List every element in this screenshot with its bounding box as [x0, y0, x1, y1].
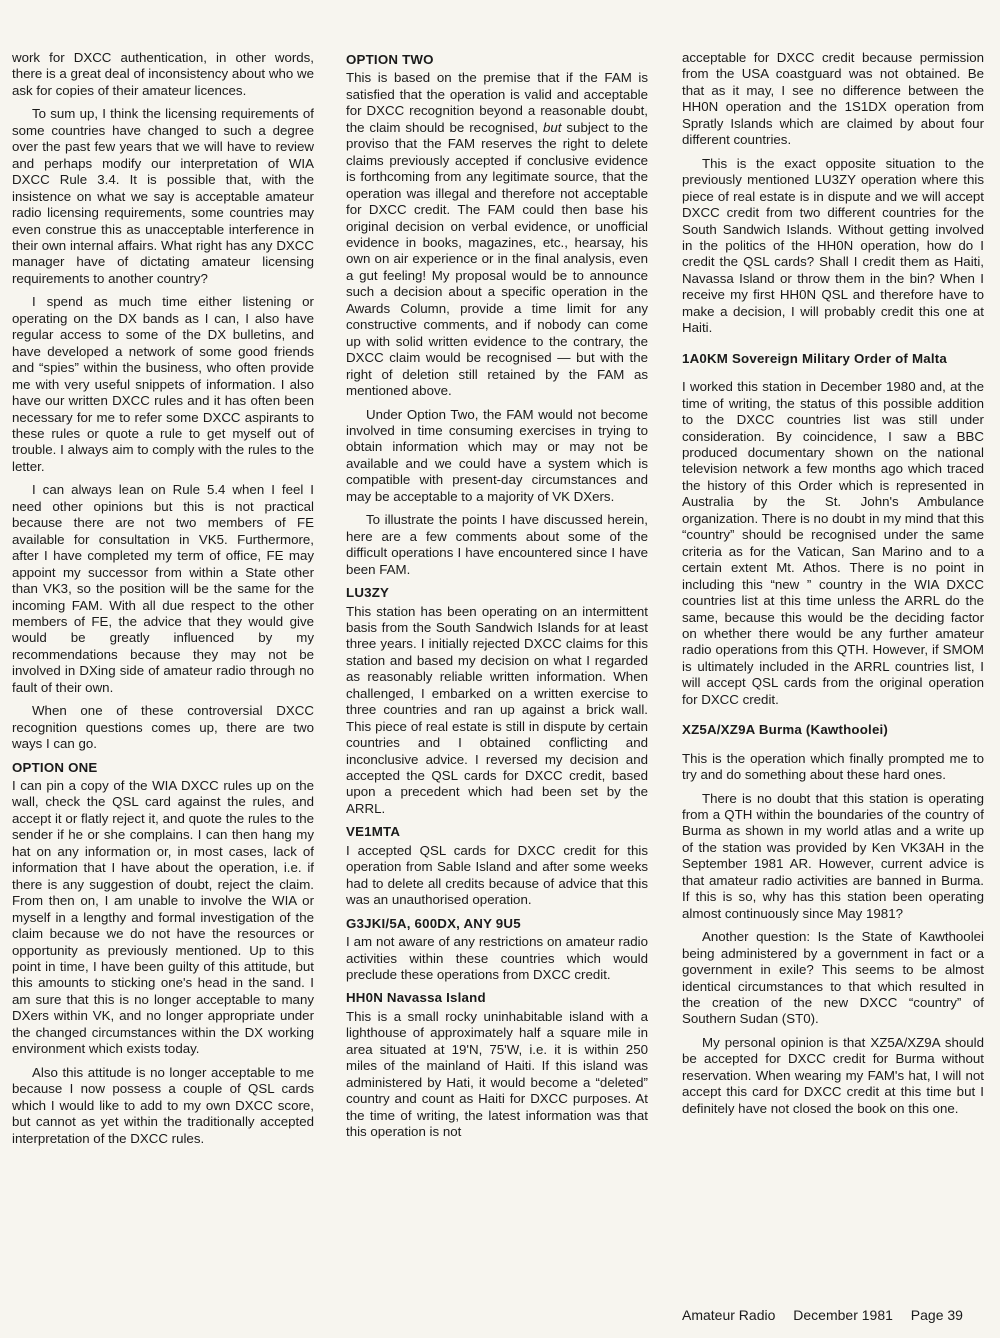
text-run: subject to the proviso that the FAM reserves the right to delete claims previously accepted if conclusive evidence is forthcoming from any legitimate source, that the operation was illegal and therefore not acceptable for DXCC credit. The FAM could then base his original decision on verbal evidence, or unofficial evidence in books, magazines, etc., hearsay, his own on air experience or in the final analysis, even a gut feeling! My proposal would be to announce such a decision about a specific operation in the Awards Column, provide a time limit for any constructive comments, and if nobody can come up with solid written evidence to the contrary, the DXCC claim would be recognised — but with the right of deletion still retained by the FAM as mentioned above. [346, 119, 648, 399]
paragraph [346, 70, 648, 399]
page-footer [682, 1306, 988, 1324]
issue-date: December 1981 [793, 1307, 893, 1323]
paragraph: My personal opinion is that XZ5A/XZ9A should be accepted for DXCC credit for Burma without reservation. When wearing my FAM's hat, I will not accept this card for DXCC credit at this time but I definitely have not closed the book on this one. [682, 1034, 984, 1116]
paragraph: Under Option Two, the FAM would not become involved in time consuming exercises in trying to obtain information which may or may not be available and we could have a system which is compatible with present-day circumstances and may be acceptable to a majority of VK DXers. [346, 406, 648, 504]
section-heading-option-two: OPTION TWO [346, 52, 434, 67]
paragraph: acceptable for DXCC credit because permission from the USA coastguard was not obtained. Be that as it may, I see no difference between the HH0N operation and the 1S1DX operation from Spratly Islands which are claimed by about four different countries. [682, 50, 984, 148]
column-3 [682, 50, 984, 1124]
paragraph: This station has been operating on an intermittent basis from the South Sandwich Islands for at least three years. I initially rejected DXCC claims for this station and based my decision on what I regarded as reasonably reliable written information. When challenged, I embarked on a written exercise to three countries and ran up against a brick wall. This piece of real estate is still in dispute by certain countries and I obtained conflicting and inconclusive advice. I reversed my decision and accepted the QSL cards for DXCC credit, based upon a precedent which had been set by the ARRL. [346, 603, 648, 816]
paragraph: To illustrate the points I have discussed herein, here are a few comments about some of the difficult operations I have encountered since I have been FAM. [346, 512, 648, 577]
paragraph: This is a small rocky uninhabitable island with a lighthouse of approximately half a square mile in area situated at 19'N, 75'W, i.e. it is within 250 miles of the mainland of Haiti. If this island was administered by Hati, it would become a “deleted” country and count as Haiti for DXCC purposes. At the time of writing, the latest information was that this operation is not [346, 1008, 648, 1140]
paragraph: I can pin a copy of the WIA DXCC rules up on the wall, check the QSL card against the rules, and accept it or flatly reject it, and quote the rules to the sender if he or she complains. I can then hang my hat on any information or, in most cases, lack of information that I have about the operation, i.e. if there is any suggestion of doubt, reject the claim. From then on, I am unable to involve the WIA or myself in a lengthy and formal investigation of the claim because we do not have the resources or opportunity as previously mentioned. Up to this point in time, I have been guilty of this attitude, but this amounts to sticking one's head in the sand. I am sure that this is no longer acceptable to many DXers within VK, and no longer appropriate under the changed circumstances within the DX working environment which exists today. [12, 778, 314, 1057]
column-1 [12, 50, 314, 1154]
column-2 [346, 50, 648, 1148]
paragraph: I accepted QSL cards for DXCC credit for this operation from Sable Island and after some weeks had to delete all credits because of advice that this was an unauthorised operation. [346, 842, 648, 908]
paragraph: This is the exact opposite situation to the previously mentioned LU3ZY operation where this piece of real estate is in dispute and we will accept DXCC credit from two different countries for the South Sandwich Islands. Without getting involved in the politics of the HH0N operation, how do I credit the QSL cards? Shall I credit them as Haiti, Navassa Island or throw them in the bin? When I receive my first HH0N QSL and therefore have to make a decision, I will probably credit this one at Haiti. [682, 155, 984, 336]
section-heading-1a0km: 1A0KM Sovereign Military Order of Malta [682, 350, 947, 366]
paragraph: I worked this station in December 1980 and, at the time of writing, the status of this possible addition to the DXCC countries list was still under consideration. By coincidence, I saw a BBC produced documentary shown on the national television network a few months ago which traced the history of this Order which is represented in Australia by the St. John's Ambulance organization. There is no doubt in my mind that this “country” should be recognised under the same criteria as for the Vatican, San Marino and to a certain extent Mt. Athos. There is no point in including this “new ” country in the WIA DXCC countries list at this time unless the ARRL do the same, because this would be the deciding factor on whether there would be any further amateur radio operations from this QTH. However, if SMOM is ultimately included in the ARRL countries list, I will accept QSL cards from the original operation for DXCC credit. [682, 379, 984, 707]
paragraph: To sum up, I think the licensing requirements of some countries have changed to such a degree over the past few years that we will have to review and perhaps modify our interpretation of WIA DXCC Rule 3.4. It is possible that, with the insistence on what we say is acceptable amateur radio licensing requirements, some countries may even construe this as unacceptable interference in their own internal affairs. What right has any DXCC manager have of dictating amateur licensing requirements to another country? [12, 106, 314, 286]
section-heading-lu3zy: LU3ZY [346, 585, 390, 601]
paragraph: Another question: Is the State of Kawthoolei being administered by a government in fact or a government in exile? This seems to be almost identical circumstances to that which resulted in the creation of the new DXCC “country” of Southern Sudan (ST0). [682, 929, 984, 1027]
section-heading-option-one: OPTION ONE [12, 759, 98, 775]
paragraph: I can always lean on Rule 5.4 when I feel I need other opinions but this is not practical because there are not two members of FE available for consultation in VK5. Furthermore, after I have completed my term of office, FE may appoint my successor from within a State other than VK3, so the position will be the same for the incoming FAM. With all due respect to the other members of FE, the advice that they would give would be greatly influenced by my recommendations because they may not be involved in DXing side of amateur radio through no fault of their own. [12, 482, 314, 695]
section-heading-hh0n: HH0N Navassa Island [346, 990, 486, 1006]
paragraph: I am not aware of any restrictions on amateur radio activities within these countries which would preclude these operations from DXCC credit. [346, 934, 648, 983]
section-heading-ve1mta: VE1MTA [346, 824, 401, 840]
paragraph: This is the operation which finally prompted me to try and do something about these hard ones. [682, 750, 984, 783]
emphasis-text: but [542, 119, 562, 135]
paragraph: I spend as much time either listening or operating on the DX bands as I can, I also have regular access to some of the DX bulletins, and have developed a network of some good friends and “spies” within the business, who often provide me with very useful snippets of information. I also have our written DXCC rules and it has often been necessary for me to refer some DXCC aspirants to these rules or quote a rule to get myself out of trouble. I always aim to comply with the rules to the letter. [12, 294, 314, 474]
section-heading-xz5a: XZ5A/XZ9A Burma (Kawthoolei) [682, 722, 889, 738]
text-run: This is based on the premise that if the FAM is satisfied that the operation is valid and acceptable for DXCC recognition beyond a reasonable doubt, the claim should be recognised, [346, 70, 648, 135]
paragraph: Also this attitude is no longer acceptable to me because I now possess a couple of QSL cards which I would like to add to my own DXCC score, but cannot as yet within the traditionally accepted interpretation of the DXCC rules. [12, 1064, 314, 1146]
paragraph: There is no doubt that this station is operating from a QTH within the boundaries of the country of Burma as shown in my world atlas and a write up of the station was provided by Ken VK3AH in the September 1981 AR. However, current advice is that amateur radio activities are banned in Burma. If this is so, why has this station been operating almost continuously since May 1981? [682, 790, 984, 921]
paragraph: work for DXCC authentication, in other words, there is a great deal of inconsistency about who we ask for copies of their amateur licences. [12, 50, 314, 98]
publication-name: Amateur Radio [682, 1307, 776, 1323]
paragraph: When one of these controversial DXCC recognition questions comes up, there are two ways I can go. [12, 703, 314, 752]
section-heading-g3jki: G3JKI/5A, 600DX, ANY 9U5 [346, 915, 521, 931]
page-number: Page 39 [910, 1307, 963, 1323]
